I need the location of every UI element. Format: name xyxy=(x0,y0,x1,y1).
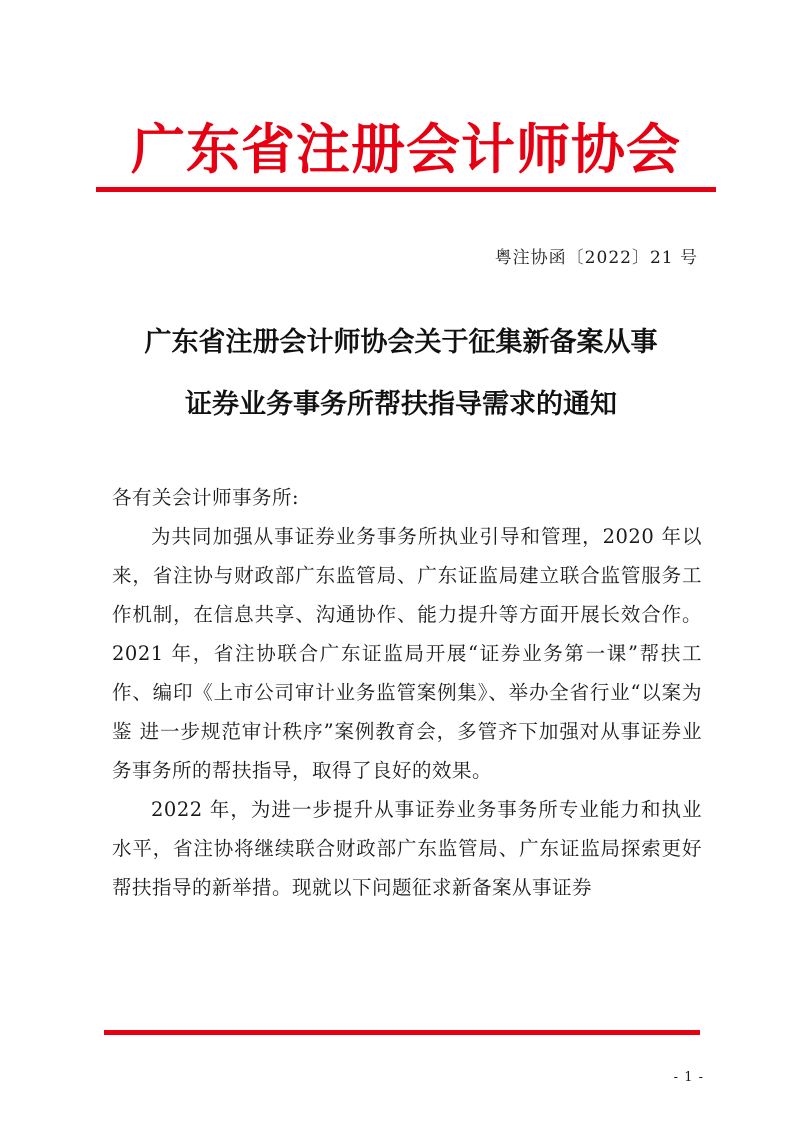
body-paragraph-2: 2022 年，为进一步提升从事证券业务事务所专业能力和执业水平，省注协将继续联合财政部广东监管局、广东证监局探索更好帮扶指导的新举措。现就以下问题征求新备案从事证券 xyxy=(112,798,702,899)
body-paragraph-1: 为共同加强从事证券业务事务所执业引导和管理，2020 年以来，省注协与财政部广东监管局、广东证监局建立联合监管服务工作机制，在信息共享、沟通协作、能力提升等方面开展长效合作。2021 年，省注协联合广东证监局开展“证券业务第一课”帮扶工作、编印《上市公司审计业务监管案例集》、举办全省行业“以案为鉴 进一步规范审计秩序”案例教育会，多管齐下加强对从事证券业务事务所的帮扶指导，取得了良好的效果。 xyxy=(112,525,702,782)
title-line-2: 证券业务事务所帮扶指导需求的通知 xyxy=(185,389,617,420)
letterhead-org-name: 广东省注册会计师协会 xyxy=(131,118,681,181)
letterhead-red-rule xyxy=(96,187,716,192)
document-body xyxy=(112,478,702,907)
title-line-1: 广东省注册会计师协会关于征集新备案从事 xyxy=(144,327,658,358)
page-number: - 1 - xyxy=(673,1070,704,1085)
salutation: 各有关会计师事务所: xyxy=(112,486,300,509)
document-title xyxy=(100,312,702,436)
document-number: 粤注协函〔2022〕21 号 xyxy=(494,248,698,268)
footer-red-rule xyxy=(104,1030,700,1035)
